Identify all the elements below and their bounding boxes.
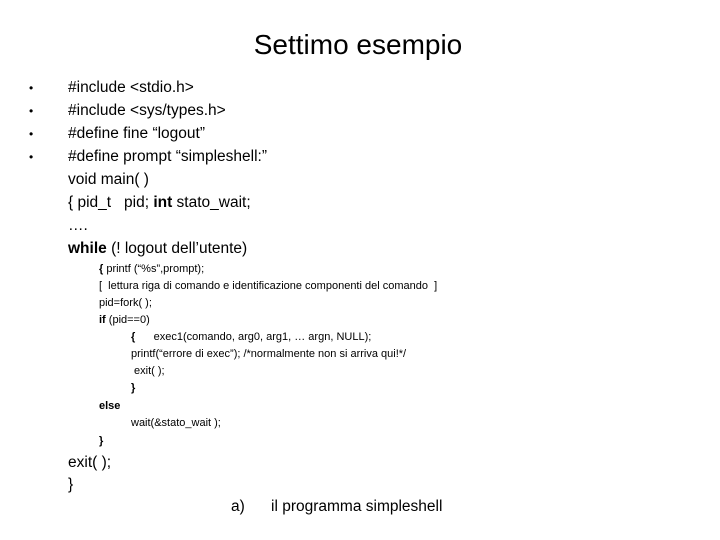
code-text: { pid_t pid; xyxy=(68,194,154,211)
code-line-close-brace-main: } xyxy=(68,476,74,493)
bullet-marker: • xyxy=(29,150,34,164)
code-line-close-brace-body: } xyxy=(99,435,104,447)
brace: { xyxy=(131,331,136,343)
code-line-close-brace-inner: } xyxy=(131,382,136,394)
code-line-ellipsis: …. xyxy=(68,217,88,234)
keyword-else: else xyxy=(99,400,121,412)
keyword-while: while xyxy=(68,240,107,257)
caption-text: il programma simpleshell xyxy=(271,498,443,515)
code-line-include-types: #include <sys/types.h> xyxy=(68,102,226,119)
code-text: (! logout dell’utente) xyxy=(106,240,248,257)
code-line-exit-main: exit( ); xyxy=(68,454,112,471)
code-line-if xyxy=(99,313,150,327)
code-text: stato_wait; xyxy=(172,194,251,211)
caption-label: a) xyxy=(231,498,245,515)
keyword-int: int xyxy=(153,194,173,211)
code-line-wait: wait(&stato_wait ); xyxy=(131,417,221,429)
code-line-printf-error: printf(“errore di exec”); /*normalmente non si arriva qui!*/ xyxy=(131,348,407,360)
code-line-printf-prompt xyxy=(99,262,204,276)
code-line-while xyxy=(68,239,247,259)
code-text: printf (“%s”,prompt); xyxy=(103,263,205,275)
code-line-void-main: void main( ) xyxy=(68,171,149,188)
bullet-marker: • xyxy=(29,127,34,141)
code-line-declarations xyxy=(68,193,251,213)
brace: { xyxy=(99,263,104,275)
code-line-lettura: [ lettura riga di comando e identificazione componenti del comando ] xyxy=(99,280,438,292)
code-line-include-stdio: #include <stdio.h> xyxy=(68,79,194,96)
bullet-marker: • xyxy=(29,81,34,95)
code-line-exit-inner: exit( ); xyxy=(131,365,165,377)
slide-title: Settimo esempio xyxy=(253,29,463,60)
bullet-marker: • xyxy=(29,104,34,118)
code-text: (pid==0) xyxy=(105,314,150,326)
code-line-fork: pid=fork( ); xyxy=(99,297,152,309)
code-line-define-fine: #define fine “logout” xyxy=(68,125,206,142)
keyword-if: if xyxy=(99,314,106,326)
code-line-exec xyxy=(131,330,371,344)
code-line-define-prompt: #define prompt “simpleshell:” xyxy=(68,148,268,165)
code-text: exec1(comando, arg0, arg1, … argn, NULL); xyxy=(135,331,372,343)
